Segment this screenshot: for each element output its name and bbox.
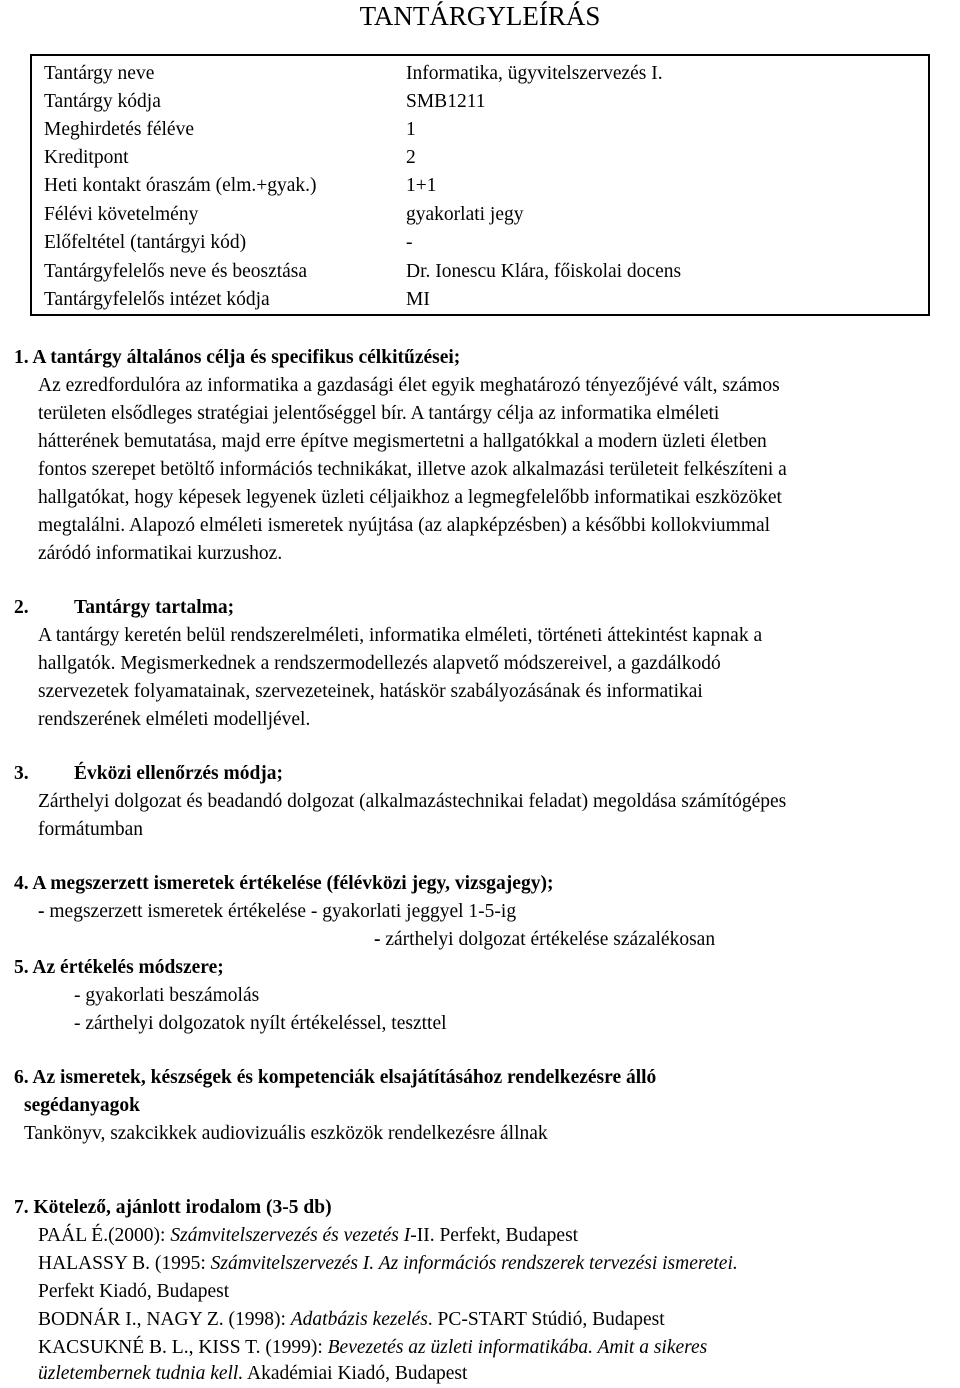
- section-3-line: formátumban: [38, 819, 144, 840]
- info-value: 1: [406, 119, 416, 140]
- section-2-heading: Tantárgy tartalma;: [74, 597, 235, 618]
- section-5-heading: 5. Az értékelés módszere;: [14, 957, 224, 978]
- dash: -: [38, 901, 45, 922]
- info-value: SMB1211: [406, 91, 486, 112]
- info-label: Kreditpont: [44, 147, 129, 168]
- reference-item: [38, 1306, 665, 1334]
- section-6-text: Tankönyv, szakcikkek audiovizuális eszközök rendelkezésre állnak: [24, 1123, 548, 1144]
- ref-title: üzletembernek tudnia kell.: [38, 1363, 244, 1384]
- section-3-number: 3.: [14, 763, 29, 784]
- info-label: Félévi követelmény: [44, 204, 199, 225]
- section-2-line: rendszerének elméleti modelljével.: [38, 709, 311, 730]
- info-label: Heti kontakt óraszám (elm.+gyak.): [44, 175, 317, 196]
- section-1-line: záródó informatikai kurzushoz.: [38, 543, 283, 564]
- info-label: Tantárgy kódja: [44, 91, 161, 112]
- info-label: Tantárgyfelelős intézet kódja: [44, 289, 270, 310]
- section-3-heading: Évközi ellenőrzés módja;: [74, 763, 284, 784]
- info-value: MI: [406, 289, 430, 310]
- ref-title: Számvitelszervezés I. Az információs rendszerek tervezési ismeretei.: [210, 1253, 738, 1274]
- section-7-heading: 7. Kötelező, ajánlott irodalom (3-5 db): [14, 1197, 332, 1218]
- section-2-line: A tantárgy keretén belül rendszerelméleti, informatika elméleti, történeti áttekintést kapnak a: [38, 625, 763, 646]
- section-1-heading: 1. A tantárgy általános célja és specifikus célkitűzései;: [14, 347, 461, 368]
- section-5-item: - zárthelyi dolgozatok nyílt értékeléssel, teszttel: [74, 1013, 447, 1034]
- section-6-heading: 6. Az ismeretek, készségek és kompetenciák elsajátításához rendelkezésre álló: [14, 1067, 657, 1088]
- section-2-number: 2.: [14, 597, 29, 618]
- section-4-item: [38, 898, 516, 926]
- reference-item: [38, 1222, 578, 1250]
- section-1-line: Az ezredfordulóra az informatika a gazdasági élet egyik meghatározó tényezőjévé vált, számos: [38, 375, 780, 396]
- section-4-item: [374, 926, 715, 954]
- section-2-line: szervezetek folyamatainak, szervezeteinek, hatáskör szabályozásának és informatikai: [38, 681, 703, 702]
- ref-author: BODNÁR I., NAGY Z. (1998):: [38, 1309, 291, 1330]
- info-value: -: [406, 232, 413, 253]
- reference-item: [38, 1250, 738, 1278]
- dash: -: [374, 929, 381, 950]
- section-3-line: Zárthelyi dolgozat és beadandó dolgozat (alkalmazástechnikai feladat) megoldása számítógépes: [38, 791, 787, 812]
- ref-author: HALASSY B. (1995:: [38, 1253, 211, 1274]
- info-value: 1+1: [406, 175, 437, 196]
- ref-publisher: -II. Perfekt, Budapest: [410, 1225, 579, 1246]
- info-value: gyakorlati jegy: [406, 204, 524, 225]
- section-2-line: hallgatók. Megismerkednek a rendszermodellezés alapvető módszereivel, a gazdálkodó: [38, 653, 721, 674]
- ref-publisher: . PC-START Stúdió, Budapest: [427, 1309, 665, 1330]
- section-1-line: megtalálni. Alapozó elméleti ismeretek nyújtása (az alapképzésben) a későbbi kollokviummal: [38, 515, 771, 536]
- section-4-heading: 4. A megszerzett ismeretek értékelése (félévközi jegy, vizsgajegy);: [14, 873, 554, 894]
- info-label: Tantárgy neve: [44, 63, 155, 84]
- info-label: Előfeltétel (tantárgyi kód): [44, 232, 247, 253]
- info-value: Dr. Ionescu Klára, főiskolai docens: [406, 261, 682, 282]
- section-1-line: hátterének bemutatása, majd erre építve megismertetni a hallgatókkal a modern üzleti életben: [38, 431, 767, 452]
- reference-item-cont: [38, 1360, 467, 1388]
- page-title: TANTÁRGYLEÍRÁS: [359, 1, 601, 31]
- info-label: Meghirdetés féléve: [44, 119, 194, 140]
- reference-item-cont: Perfekt Kiadó, Budapest: [38, 1281, 230, 1302]
- item-text: zárthelyi dolgozat értékelése százalékosan: [380, 929, 716, 950]
- section-6-heading-cont: segédanyagok: [24, 1095, 140, 1116]
- info-label: Tantárgyfelelős neve és beosztása: [44, 261, 308, 282]
- subject-info-table: [30, 54, 930, 316]
- ref-author: PAÁL É.(2000):: [38, 1225, 171, 1246]
- info-value: Informatika, ügyvitelszervezés I.: [406, 63, 663, 84]
- ref-title: Bevezetés az üzleti informatikába. Amit a sikeres: [327, 1337, 708, 1358]
- section-5-item: - gyakorlati beszámolás: [74, 985, 260, 1006]
- section-1-line: fontos szerepet betöltő információs technikákat, illetve azok alkalmazási területeit felkészíteni a: [38, 459, 787, 480]
- ref-title: Adatbázis kezelés: [290, 1309, 428, 1330]
- info-value: 2: [406, 147, 416, 168]
- ref-title: Számvitelszervezés és vezetés I: [170, 1225, 411, 1246]
- ref-author: KACSUKNÉ B. L., KISS T. (1999):: [38, 1337, 328, 1358]
- ref-publisher: Akadémiai Kiadó, Budapest: [243, 1363, 468, 1384]
- item-text: megszerzett ismeretek értékelése - gyakorlati jeggyel 1-5-ig: [44, 901, 517, 922]
- reference-item: [38, 1334, 707, 1362]
- section-1-line: hallgatókat, hogy képesek legyenek üzleti céljaikhoz a legmegfelelőbb informatikai eszközöket: [38, 487, 782, 508]
- section-1-line: területen elsődleges stratégiai jelentőséggel bír. A tantárgy célja az informatika elméleti: [38, 403, 720, 424]
